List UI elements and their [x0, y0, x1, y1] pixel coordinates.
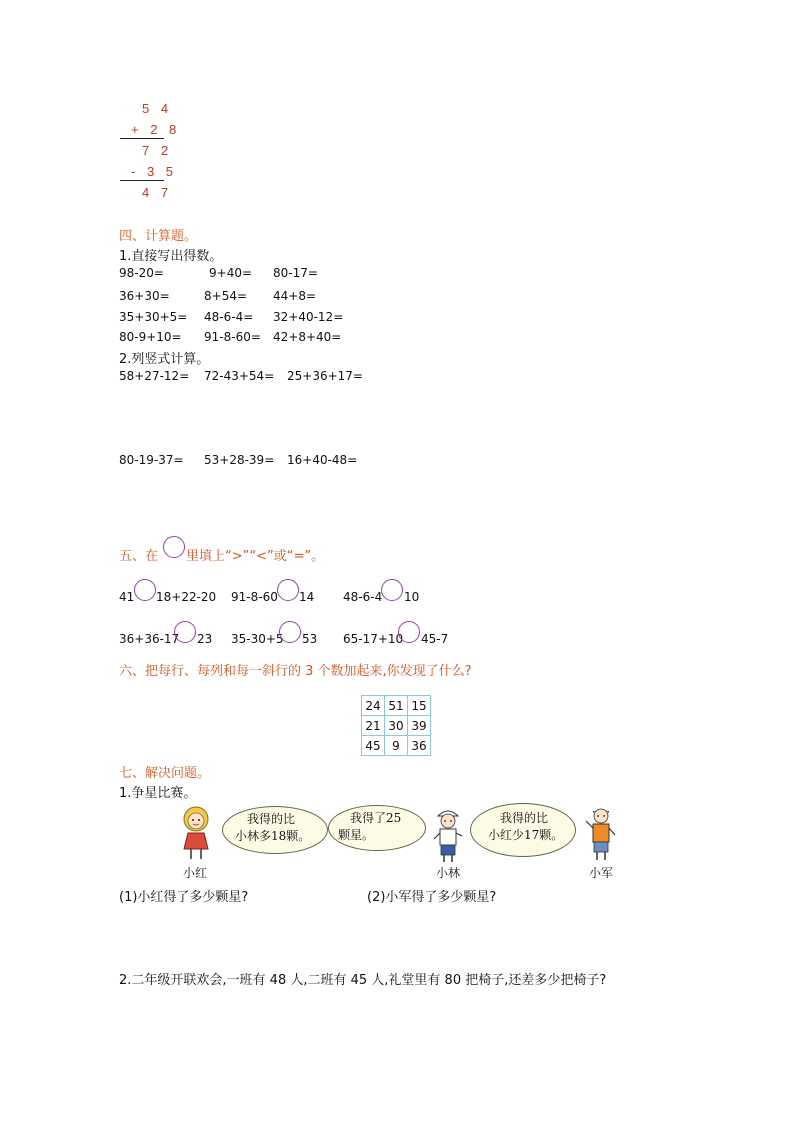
- compare-4-circle[interactable]: [174, 621, 196, 643]
- compare-6-circle[interactable]: [398, 621, 420, 643]
- mm-r1-c3: 80-17=: [273, 266, 318, 280]
- mm-r4-c1: 80-9+10=: [119, 330, 182, 344]
- mm-r1-c2: 9+40=: [209, 266, 253, 280]
- compare-4-right: 23: [197, 632, 213, 646]
- compare-2-circle[interactable]: [277, 579, 299, 601]
- square-cell: 45: [362, 736, 385, 756]
- compare-4-left: 36+36-17: [119, 632, 180, 646]
- mm-r3-c3: 32+40-12=: [273, 310, 344, 324]
- bubble-2-line-2: 颗星。: [338, 828, 375, 842]
- boy-xiaolin-icon: [430, 806, 466, 864]
- vc-row-5: 4 7: [142, 185, 173, 200]
- name-xiaojun: 小军: [589, 866, 614, 880]
- compare-6-left: 65-17+10: [343, 632, 404, 646]
- bubble-2-line-1: 我得了25: [350, 811, 402, 825]
- vertical-problem-2: 72-43+54=: [204, 369, 275, 383]
- compare-5-left: 35-30+5: [231, 632, 284, 646]
- magic-square: [361, 695, 431, 756]
- mm-r3-c1: 35+30+5=: [119, 310, 188, 324]
- vertical-problem-4: 80-19-37=: [119, 453, 184, 467]
- section7-q1-title: 1.争星比赛。: [119, 786, 197, 801]
- compare-1-right: 18+22-20: [156, 590, 217, 604]
- section5-title-suffix: 里填上“>”“<”或“=”。: [186, 549, 325, 564]
- section4-title: 四、计算题。: [119, 229, 198, 244]
- mm-r4-c2: 91-8-60=: [204, 330, 261, 344]
- compare-3-right: 10: [404, 590, 420, 604]
- section6-title: 六、把每行、每列和每一斜行的 3 个数加起来,你发现了什么?: [119, 664, 472, 679]
- square-cell: 9: [385, 736, 408, 756]
- question-2: 2.二年级开联欢会,一班有 48 人,二班有 45 人,礼堂里有 80 把椅子,还差多少把椅子?: [119, 973, 607, 988]
- section5-title-prefix: 五、在: [119, 549, 159, 564]
- name-xiaolin: 小林: [436, 866, 461, 880]
- girl-xiaohong-icon: [176, 803, 216, 863]
- mm-r2-c3: 44+8=: [273, 289, 317, 303]
- bubble-1-line-2: 小林多18颗。: [235, 829, 311, 843]
- name-xiaohong: 小红: [183, 866, 208, 880]
- vc-line-1: [120, 138, 164, 139]
- mm-r2-c2: 8+54=: [204, 289, 248, 303]
- section4-sub2: 2.列竖式计算。: [119, 352, 210, 367]
- compare-1-circle[interactable]: [134, 579, 156, 601]
- square-cell: 51: [385, 696, 408, 716]
- square-cell: 36: [408, 736, 431, 756]
- vertical-problem-3: 25+36+17=: [287, 369, 363, 383]
- question-1a: (1)小红得了多少颗星?: [119, 890, 249, 905]
- section4-sub1: 1.直接写出得数。: [119, 249, 223, 264]
- mm-r4-c3: 42+8+40=: [273, 330, 342, 344]
- compare-3-circle[interactable]: [381, 579, 403, 601]
- vertical-problem-5: 53+28-39=: [204, 453, 275, 467]
- vc-line-2: [120, 180, 164, 181]
- mm-r1-c1: 98-20=: [119, 266, 164, 280]
- compare-6-right: 45-7: [421, 632, 449, 646]
- square-cell: 30: [385, 716, 408, 736]
- title-circle-icon: [163, 536, 185, 558]
- vertical-problem-1: 58+27-12=: [119, 369, 190, 383]
- boy-xiaojun-icon: [584, 803, 618, 863]
- compare-1-left: 41: [119, 590, 135, 604]
- compare-5-right: 53: [302, 632, 318, 646]
- mm-r2-c1: 36+30=: [119, 289, 170, 303]
- bubble-1-line-1: 我得的比: [247, 812, 296, 826]
- question-1b: (2)小军得了多少颗星?: [367, 890, 497, 905]
- compare-5-circle[interactable]: [279, 621, 301, 643]
- compare-3-left: 48-6-4: [343, 590, 383, 604]
- compare-2-right: 14: [299, 590, 315, 604]
- vc-row-1: 5 4: [142, 101, 173, 116]
- vc-row-2: + 2 8: [131, 122, 181, 137]
- vc-row-3: 7 2: [142, 143, 173, 158]
- square-cell: 15: [408, 696, 431, 716]
- square-cell: 21: [362, 716, 385, 736]
- section7-title: 七、解决问题。: [119, 766, 211, 781]
- mm-r3-c2: 48-6-4=: [204, 310, 254, 324]
- bubble-3-line-1: 我得的比: [500, 811, 549, 825]
- vc-row-4: - 3 5: [131, 164, 178, 179]
- compare-2-left: 91-8-60: [231, 590, 278, 604]
- bubble-3-line-2: 小红少17颗。: [488, 828, 564, 842]
- square-cell: 24: [362, 696, 385, 716]
- vertical-problem-6: 16+40-48=: [287, 453, 358, 467]
- square-cell: 39: [408, 716, 431, 736]
